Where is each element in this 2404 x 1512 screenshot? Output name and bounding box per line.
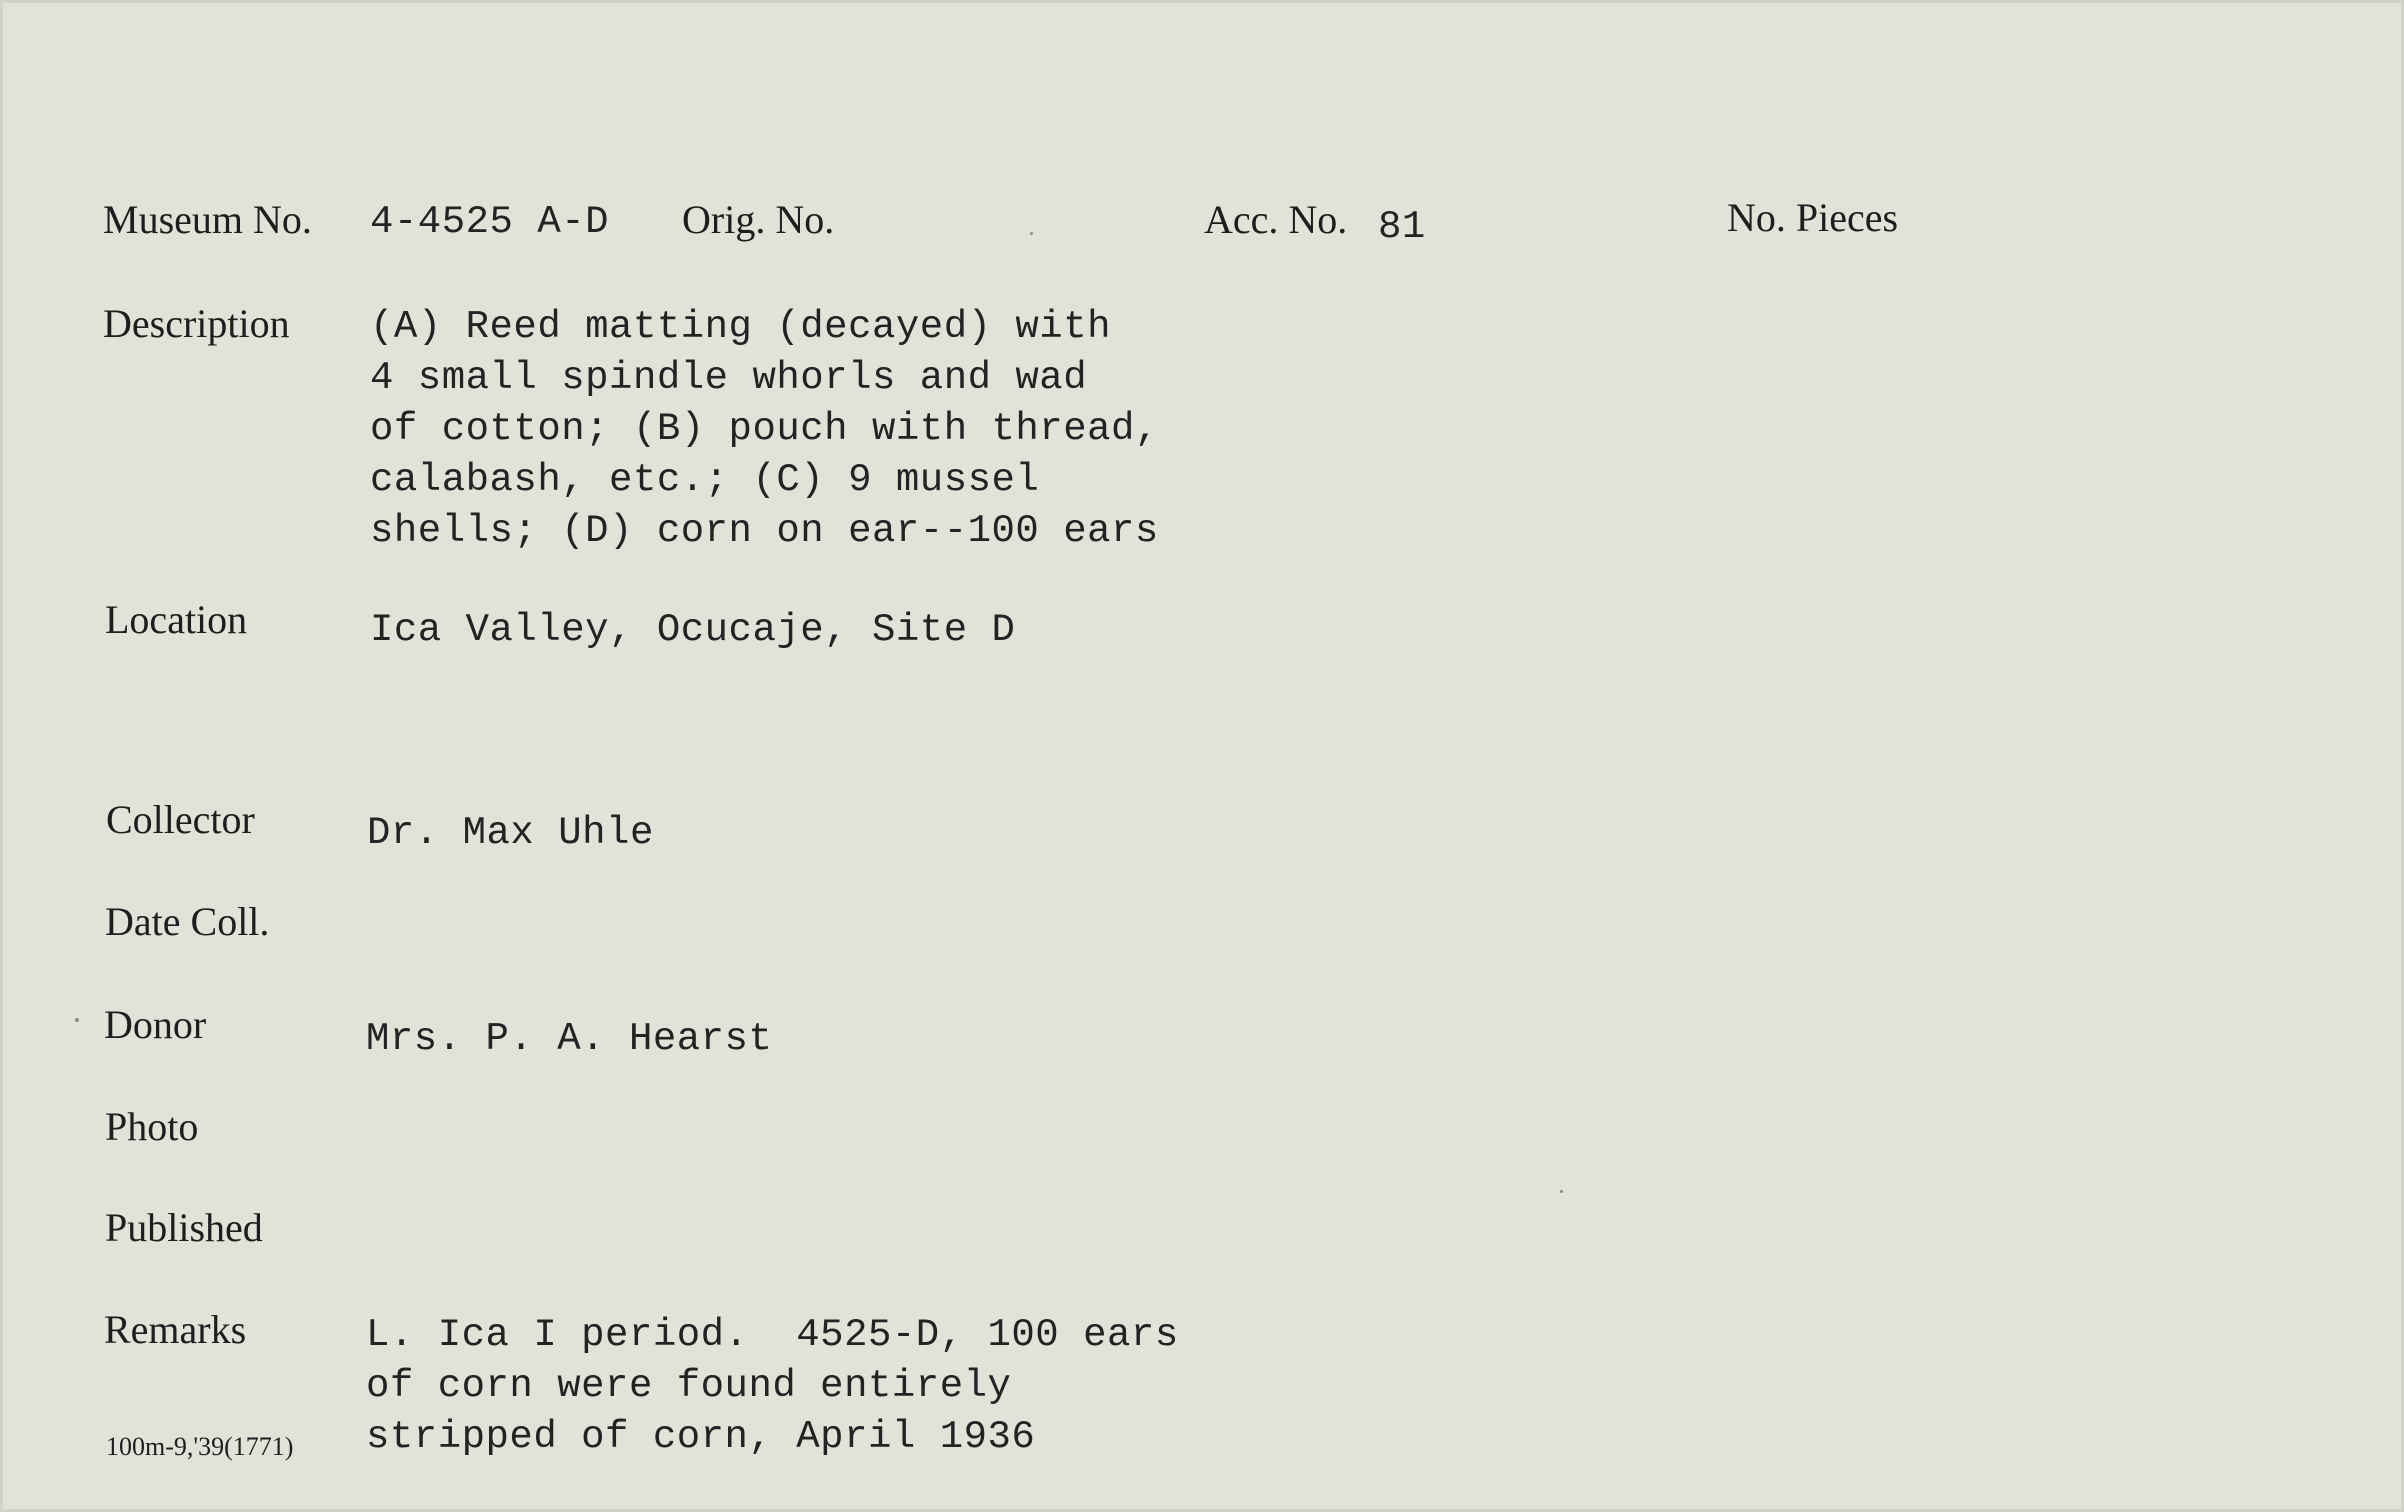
paper-speck — [1030, 232, 1033, 235]
paper-speck — [1560, 1190, 1563, 1193]
remarks-value: L. Ica I period. 4525-D, 100 ears of corn were found entirely stripped of corn, April 1936 — [366, 1313, 1179, 1459]
paper-speck — [75, 1018, 79, 1022]
collector-label: Collector — [106, 797, 255, 842]
acc-no-value: 81 — [1378, 205, 1426, 249]
description-label: Description — [103, 301, 290, 346]
museum-no-value: 4-4525 A-D — [370, 200, 610, 244]
museum-no-label: Museum No. — [103, 197, 312, 242]
collector-value: Dr. Max Uhle — [367, 811, 654, 855]
acc-no-label: Acc. No. — [1204, 197, 1348, 242]
description-value: (A) Reed matting (decayed) with 4 small spindle whorls and wad of cotton; (B) pouch with thread, calabash, etc.; (C) 9 mussel shells; (D) corn on ear--100 ears — [370, 305, 1159, 553]
location-label: Location — [105, 597, 248, 642]
no-pieces-label: No. Pieces — [1727, 195, 1899, 240]
donor-value: Mrs. P. A. Hearst — [366, 1017, 773, 1061]
date-coll-label: Date Coll. — [105, 899, 270, 944]
donor-label: Donor — [104, 1002, 207, 1047]
location-value: Ica Valley, Ocucaje, Site D — [370, 608, 1016, 652]
published-label: Published — [105, 1205, 263, 1250]
photo-label: Photo — [105, 1104, 199, 1149]
print-code: 100m-9,'39(1771) — [106, 1432, 294, 1461]
remarks-label: Remarks — [104, 1307, 247, 1352]
orig-no-label: Orig. No. — [682, 197, 835, 242]
